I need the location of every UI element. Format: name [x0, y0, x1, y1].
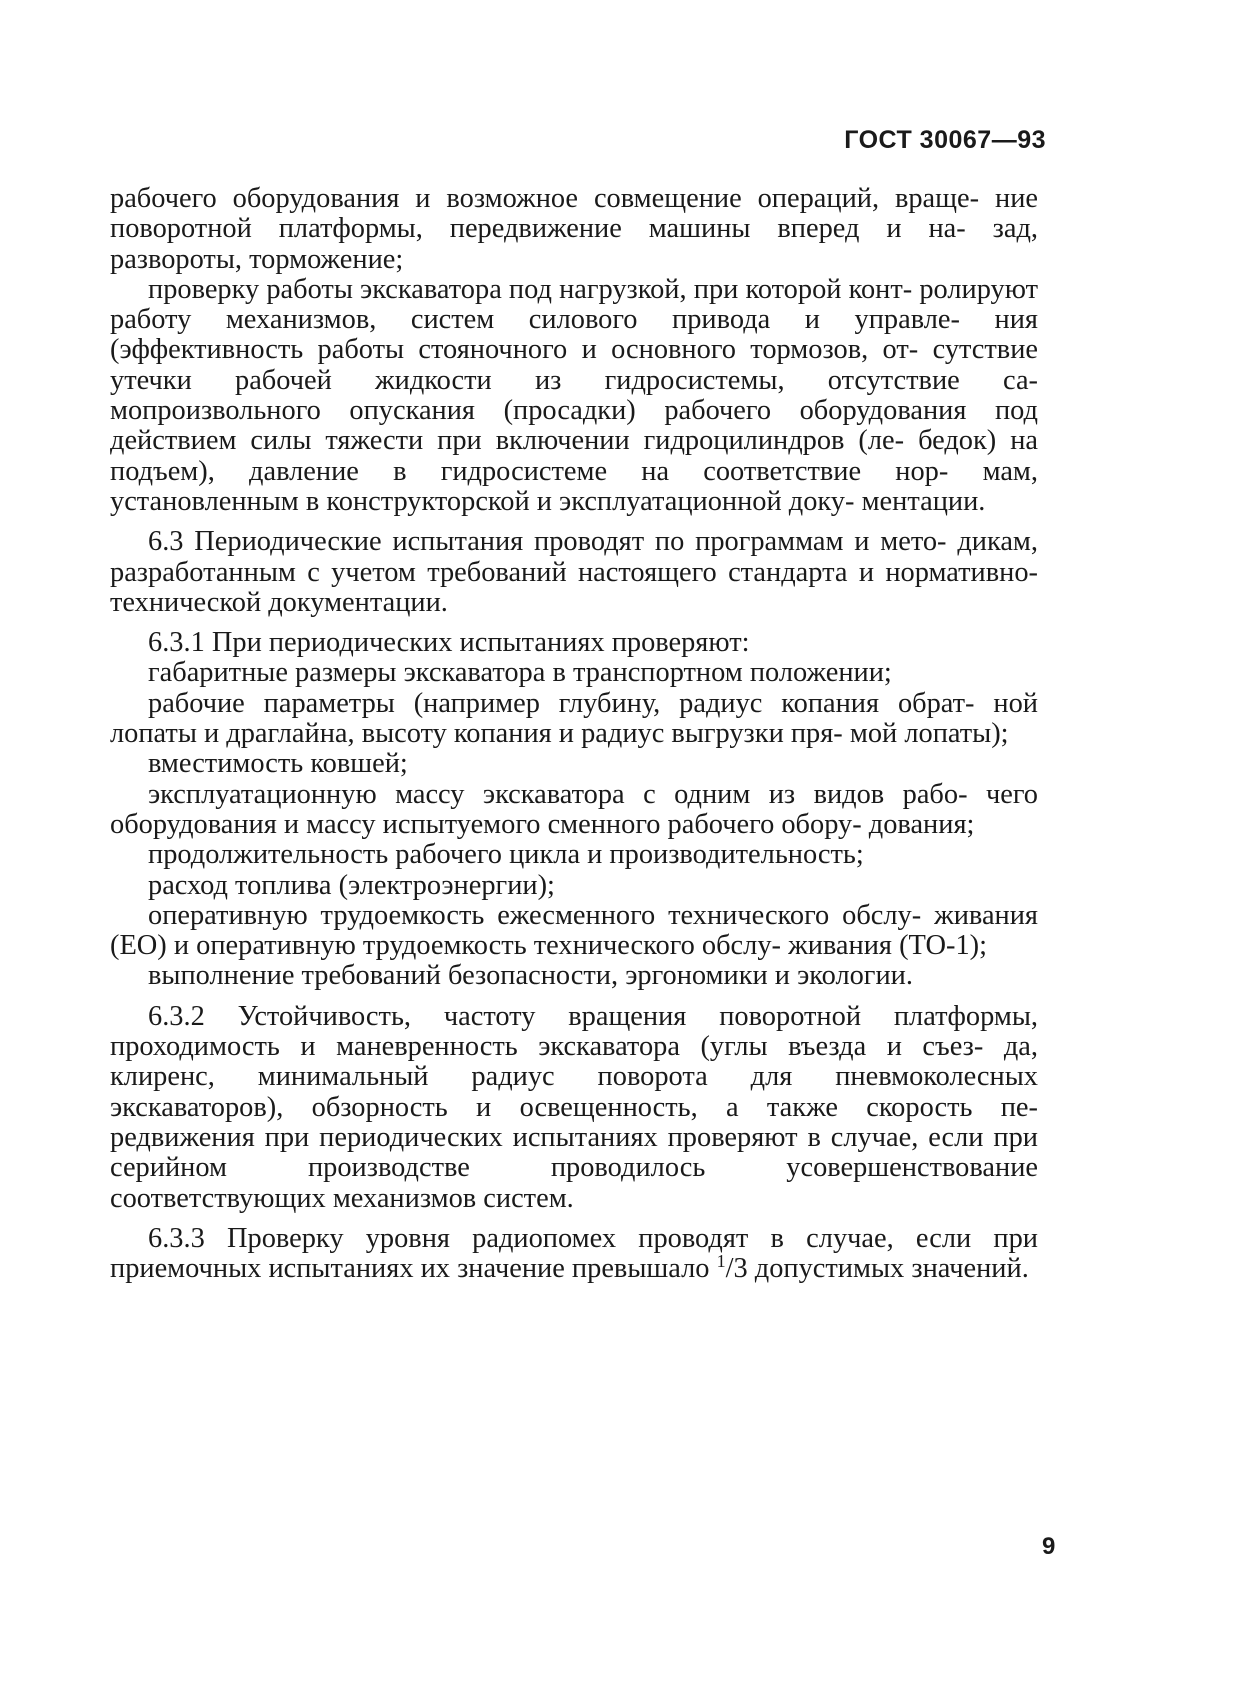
text-line: выполнение требований безопасности, эргономики и экологии.: [148, 960, 913, 992]
text-line: экскаваторов), обзорность и освещенность, а также скорость пе-: [110, 1091, 1038, 1123]
text-line: живания (ТО-1);: [788, 930, 987, 962]
list-item: [110, 840, 1038, 870]
text-line: расход топлива (электроэнергии);: [148, 869, 555, 901]
text-line: ние поворотной платформы, передвижение машины вперед и на-: [110, 183, 1038, 245]
text-line: 6.3.2 Устойчивость, частоту вращения поворотной платформы,: [148, 1000, 1038, 1032]
text-line: габаритные размеры экскаватора в транспортном положении;: [148, 657, 892, 689]
text-line: дования;: [868, 808, 975, 840]
text-line: редвижения при периодических испытаниях проверяют в случае,: [110, 1121, 919, 1153]
text-line: рабочие параметры (например глубину, радиус копания обрат-: [148, 687, 975, 719]
text-line: эксплуатационную массу экскаватора с одним из видов рабо-: [148, 778, 968, 810]
text-line: ной лопаты и драглайна, высоту копания и радиус выгрузки пря-: [110, 687, 1038, 750]
text-line: да, клиренс, минимальный радиус поворота для пневмоколесных: [110, 1031, 1038, 1093]
list-item: [110, 961, 1038, 991]
text-line: значений.: [911, 1253, 1029, 1285]
paragraph-load-test: [110, 275, 1038, 517]
text-line: 6.3 Периодические испытания проводят по программам и мето-: [148, 526, 947, 558]
text-line: оперативную трудоемкость ежесменного технического обслу-: [148, 899, 922, 931]
text-line: проходимость и маневренность экскаватора (углы въезда и съез-: [110, 1031, 984, 1063]
text-line: ролируют работу механизмов, систем силового привода и управле-: [110, 273, 1038, 336]
text-line: если при серийном производстве проводилось усовершенствование: [110, 1121, 1038, 1184]
list-item: [110, 749, 1038, 779]
list-item: [110, 901, 1038, 962]
fraction-numerator: 1: [716, 1251, 726, 1272]
text-line: сутствие утечки рабочей жидкости из гидросистемы, отсутствие са-: [110, 334, 1038, 396]
text-fragment: приемочных испытаниях их значение превышало: [110, 1253, 717, 1285]
text-line: мам, установленным в конструкторской и эксплуатационной доку-: [110, 455, 1038, 517]
text-line: вместимость ковшей;: [148, 748, 408, 780]
list-item: [110, 658, 1038, 688]
paragraph-6-3: [110, 527, 1038, 618]
list-item: [110, 689, 1038, 750]
list-item: [110, 871, 1038, 901]
paragraph-6-3-3: [110, 1224, 1038, 1285]
paragraph-6-3-1: [110, 628, 1038, 658]
text-line: 6.3.3 Проверку уровня радиопомех проводят в случае, если при: [148, 1222, 1038, 1254]
list-item: [110, 780, 1038, 841]
text-line: зад, развороты, торможение;: [110, 213, 1038, 275]
document-body: [110, 184, 1038, 1284]
text-line: продолжительность рабочего цикла и производительность;: [148, 839, 864, 871]
fraction-denominator: /3: [725, 1253, 748, 1285]
text-line: мой лопаты);: [849, 718, 1009, 750]
paragraph-6-3-2: [110, 1002, 1038, 1214]
text-fragment: допустимых: [747, 1253, 905, 1285]
page-number: 9: [1042, 1533, 1056, 1560]
text-line: рабочего оборудования и возможное совмещение операций, враще-: [110, 183, 980, 214]
text-line: проверку работы экскаватора под нагрузкой, при которой конт-: [148, 273, 913, 305]
text-line: дикам, разработанным с учетом требований настоящего стандарта: [110, 526, 1038, 588]
document-header: ГОСТ 30067—93: [844, 126, 1046, 154]
text-line: чего оборудования и массу испытуемого сменного рабочего обору-: [110, 778, 1038, 840]
text-line: живания (ЕО) и оперативную трудоемкость технического обслу-: [110, 899, 1038, 962]
text-line: соответствующих механизмов систем.: [110, 1182, 574, 1214]
text-line: мопроизвольного опускания (просадки) рабочего оборудования: [110, 395, 967, 427]
text-line: под действием силы тяжести при включении гидроцилиндров (ле-: [110, 395, 1038, 457]
text-line: ментации.: [861, 485, 986, 517]
text-line: бедок) на подъем), давление в гидросистеме на соответствие нор-: [110, 425, 1038, 487]
paragraph-6-2-continuation: [110, 184, 1038, 275]
text-line: 6.3.1 При периодических испытаниях проверяют:: [148, 627, 750, 659]
text-line: и нормативно-технической документации.: [110, 556, 1038, 618]
text-line: ния (эффективность работы стояночного и основного тормозов, от-: [110, 304, 1038, 366]
text-line: [110, 1253, 904, 1284]
